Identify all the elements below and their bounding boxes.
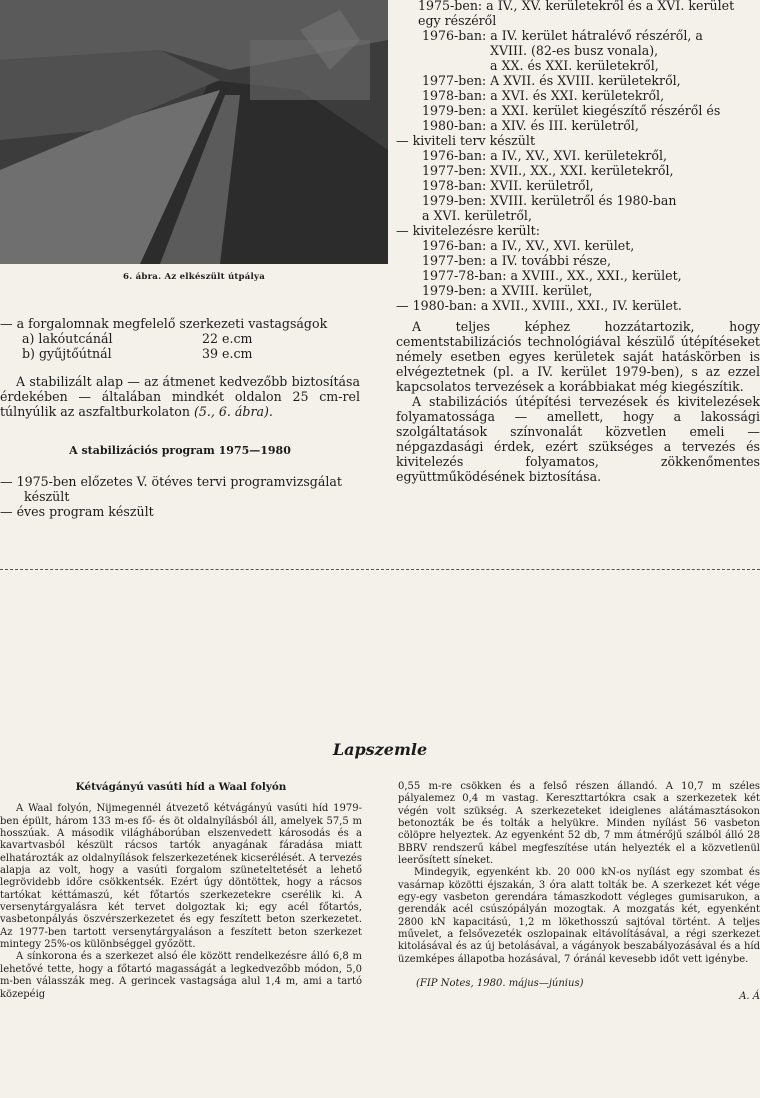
review-paragraph: Mindegyik, egyenként kb. 20 000 kN-os nyílást egy szombat és vasárnap közötti éjszakán, 3 óra alatt tolták be. A szerkezet két vége egy-egy vasbeton gerendára támaszkodott végleges gumisarukon, a gerendák acél csúszópályán mozogtak. A mozgatás két, egyenként 2800 kN kapacitású, 1,2 m lökethosszú sajtóval történt. A teljes művelet, a felsővezeték oszlopainak eltávolításával, a régi szerkezet kitolásával és az új betolásával, a vágányok beszabályozásával és a híd üzemképes állapotba hozásával, 7 óránál kevesebb időt vett igénybe. (398, 867, 760, 965)
year-line: 1977-ben: A XVII. és XVIII. kerületekről, (422, 73, 681, 88)
section-title: Lapszemle (332, 740, 428, 759)
year-line: XVIII. (82-es busz vonala), (490, 43, 659, 58)
year-line: 1975-ben: a IV., XV. kerületekről és a XVI. kerület egy részéről (418, 0, 735, 28)
thickness-item: b) gyűjtőútnál 39 e.cm (22, 346, 253, 361)
year-line: 1980-ban: a XIV. és III. kerületről, (422, 118, 639, 133)
program-item: — éves program készült (0, 504, 154, 519)
review-paragraph: 0,55 m-re csökken és a felső részen állandó. A 10,7 m széles pályalemez 0,4 m vastag. Kereszttartókra csak a szerkezetek két végén volt szükség. A szerkezeteket ideiglenes alátámasztásokon betonozták be és tolták a helyükre. Minden nyílást 56 vasbeton cölöpre helyeztek. Az egyenként 52 db, 7 mm átmérőjű szálból álló 28 BBRV rendszerű kábel megfeszítése után helyezték el a közvetlenül leerősített síneket. (398, 781, 760, 867)
left-column (0, 316, 360, 519)
program-heading: A stabilizációs program 1975—1980 (69, 444, 291, 457)
thickness-intro: — a forgalomnak megfelelő szerkezeti vastagságok (0, 316, 328, 331)
right-paragraph-1: A teljes képhez hozzátartozik, hogy cementstabilizációs technológiával készülő útépítéseket némely esetben egyes kerületek saját hatáskörben is elvégeztetnek (pl. a IV. kerület 1979-ben), s az ezzel kapcsolatos tervezések a korábbiakat még kiegészítik. (396, 319, 760, 394)
review-paragraph: A Waal folyón, Nijmegennél átvezető kétvágányú vasúti híd 1979-ben épült, három 133 m-es fő- és öt oldalnyílásból áll, amelyek 57,5 m hosszúak. A második világháborúban elszenvedett károsodás és a kavartvasból készült rácsos tartók anyagának fáradása miatt elhatározták az oldalnyílások felszerkezetének kicserélését. A tervezés alapja az volt, hogy a vasúti forgalom szüneteltetését a lehető legrövidebb időre csökkentsék. Ezért úgy döntöttek, hogy a rácsos tartókat kéttámaszú, két főtartós szerkezetekre cserélik ki. A versenytárgyalásra két tervet dolgoztak ki; egy acél főtartós, vasbetonpályás öszvérszerkezetet és egy feszített beton szerkezetet. Az 1977-ben tartott versenytárgyaláson a feszített beton szerkezet mintegy 25%-os különbséggel győzött. (0, 803, 362, 951)
figure-caption: 6. ábra. Az elkészült útpálya (123, 272, 265, 282)
thickness-item: a) lakóutcánál 22 e.cm (22, 331, 253, 346)
author-signature: A. Á (739, 990, 760, 1002)
year-line: 1976-ban: a IV. kerület hátralévő részéről, a (422, 28, 703, 43)
plan-heading: — kiviteli terv készült (396, 133, 536, 148)
exec-line: 1979-ben: a XVIII. kerület, (422, 283, 593, 298)
plan-line: a XVI. kerületről, (422, 208, 532, 223)
plan-line: 1977-ben: XVII., XX., XXI. kerületekről, (422, 163, 674, 178)
plan-line: 1978-ban: XVII. kerületről, (422, 178, 594, 193)
exec-line: 1977-ben: a IV. további része, (422, 253, 612, 268)
plan-line: 1976-ban: a IV., XV., XVI. kerületekről, (422, 148, 668, 163)
right-column (396, 0, 760, 484)
exec-last-line: — 1980-ban: a XVII., XVIII., XXI., IV. kerület. (396, 298, 682, 313)
section-divider (0, 569, 760, 570)
source-citation: (FIP Notes, 1980. május—június) (416, 978, 584, 990)
year-line: 1978-ban: a XVI. és XXI. kerületekről, (422, 88, 665, 103)
right-paragraph-2: A stabilizációs útépítési tervezések és kivitelezések folyamatossága — amellett, hogy a lakossági szolgáltatások színvonalát közvetlen emeli — népgazdasági érdek, ezért szükséges a tervezés és kivitelezés folyamatos, zökkenőmentes együttműködésének biztosítása. (396, 394, 760, 484)
stabilized-paragraph: A stabilizált alap — az átmenet kedvezőbb biztosítása érdekében — általában mindkét oldalon 25 cm-rel túlnyúlik az aszfaltburkolaton (5., 6. ábra). (0, 374, 360, 419)
exec-line: 1977-78-ban: a XVIII., XX., XXI., kerület, (422, 268, 682, 283)
review-right-column (398, 781, 760, 1003)
exec-line: 1976-ban: a IV., XV., XVI. kerület, (422, 238, 635, 253)
year-line: 1979-ben: a XXI. kerület kiegészítő részéről és (422, 103, 721, 118)
road-photo (0, 0, 388, 264)
year-line: a XX. és XXI. kerületekről, (490, 58, 659, 73)
article-title: Kétvágányú vasúti híd a Waal folyón (75, 781, 287, 793)
review-paragraph: A sínkorona és a szerkezet alsó éle között rendelkezésre álló 6,8 m lehetővé tette, hogy a főtartó magasságát a legkedvezőbb módon, 5,0 m-ben válasszák meg. A gerincek vastagsága alul 1,4 m, ami a tartó közepéig (0, 951, 362, 1000)
plan-line: 1979-ben: XVIII. kerületről és 1980-ban (422, 193, 677, 208)
exec-heading: — kivitelezésre került: (396, 223, 540, 238)
program-item: — 1975-ben előzetes V. ötéves tervi programvizsgálat készült (0, 474, 342, 504)
review-left-column (0, 781, 362, 1001)
road-photo-image (0, 0, 388, 264)
